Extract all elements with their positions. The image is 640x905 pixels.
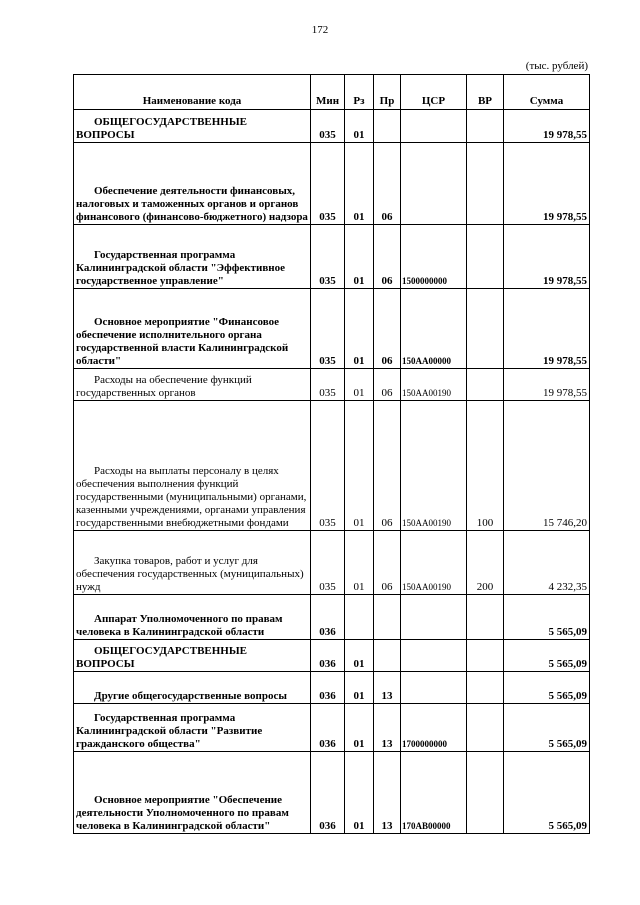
row-name: ОБЩЕГОСУДАРСТВЕННЫЕ ВОПРОСЫ [74, 640, 311, 672]
table-row [74, 531, 590, 595]
row-rz: 01 [345, 289, 374, 369]
table-row [74, 143, 590, 225]
row-sum: 5 565,09 [504, 672, 590, 704]
table-header-row [74, 75, 590, 110]
row-sum: 15 746,20 [504, 401, 590, 531]
row-min: 035 [311, 110, 345, 143]
row-sum: 19 978,55 [504, 225, 590, 289]
table-row [74, 289, 590, 369]
column-header-name: Наименование кода [74, 75, 311, 110]
table-row [74, 110, 590, 143]
row-csr [401, 672, 467, 704]
row-csr: 170АВ00000 [401, 752, 467, 834]
row-name: Другие общегосударственные вопросы [74, 672, 311, 704]
row-min: 035 [311, 289, 345, 369]
row-min: 036 [311, 640, 345, 672]
row-min: 035 [311, 143, 345, 225]
row-name: Основное мероприятие "Обеспечение деятельности Уполномоченного по правам человека в Калининградской области" [74, 752, 311, 834]
row-min: 035 [311, 369, 345, 401]
row-sum: 19 978,55 [504, 289, 590, 369]
table-row [74, 704, 590, 752]
row-vr [467, 289, 504, 369]
row-sum: 5 565,09 [504, 640, 590, 672]
column-header-vr: ВР [467, 75, 504, 110]
row-min: 035 [311, 225, 345, 289]
table-row [74, 672, 590, 704]
row-name: Государственная программа Калининградской области "Развитие гражданского общества" [74, 704, 311, 752]
row-rz: 01 [345, 110, 374, 143]
row-rz: 01 [345, 143, 374, 225]
row-vr [467, 595, 504, 640]
row-vr [467, 640, 504, 672]
table-row [74, 595, 590, 640]
row-pr: 06 [374, 143, 401, 225]
column-header-csr: ЦСР [401, 75, 467, 110]
row-rz: 01 [345, 369, 374, 401]
row-name: Обеспечение деятельности финансовых, налоговых и таможенных органов и органов финансового (финансово-бюджетного) надзора [74, 143, 311, 225]
row-pr [374, 640, 401, 672]
row-sum: 4 232,35 [504, 531, 590, 595]
row-vr [467, 143, 504, 225]
row-name: Государственная программа Калининградской области "Эффективное государственное управление" [74, 225, 311, 289]
row-rz: 01 [345, 752, 374, 834]
row-name: ОБЩЕГОСУДАРСТВЕННЫЕ ВОПРОСЫ [74, 110, 311, 143]
row-csr: 150АА00190 [401, 401, 467, 531]
column-header-sum: Сумма [504, 75, 590, 110]
row-rz: 01 [345, 401, 374, 531]
row-vr [467, 704, 504, 752]
row-pr: 13 [374, 752, 401, 834]
row-rz: 01 [345, 225, 374, 289]
row-csr: 1500000000 [401, 225, 467, 289]
row-min: 035 [311, 401, 345, 531]
row-sum: 19 978,55 [504, 110, 590, 143]
row-pr: 13 [374, 704, 401, 752]
row-csr [401, 110, 467, 143]
row-vr: 200 [467, 531, 504, 595]
row-vr [467, 110, 504, 143]
row-pr: 06 [374, 369, 401, 401]
row-pr: 06 [374, 401, 401, 531]
row-pr: 06 [374, 289, 401, 369]
row-rz: 01 [345, 640, 374, 672]
row-rz: 01 [345, 531, 374, 595]
row-min: 035 [311, 531, 345, 595]
page-number: 172 [311, 24, 329, 36]
row-csr: 150АА00000 [401, 289, 467, 369]
row-pr: 06 [374, 531, 401, 595]
row-csr [401, 595, 467, 640]
row-min: 036 [311, 752, 345, 834]
column-header-min: Мин [311, 75, 345, 110]
row-min: 036 [311, 672, 345, 704]
table-row [74, 752, 590, 834]
row-sum: 5 565,09 [504, 595, 590, 640]
row-csr: 150АА00190 [401, 369, 467, 401]
row-pr [374, 110, 401, 143]
row-vr [467, 225, 504, 289]
row-name: Закупка товаров, работ и услуг для обеспечения государственных (муниципальных) нужд [74, 531, 311, 595]
row-sum: 19 978,55 [504, 369, 590, 401]
row-rz [345, 595, 374, 640]
row-rz: 01 [345, 672, 374, 704]
row-name: Основное мероприятие "Финансовое обеспечение исполнительного органа государственной власти Калининградской области" [74, 289, 311, 369]
row-pr: 13 [374, 672, 401, 704]
table-row [74, 369, 590, 401]
row-vr [467, 369, 504, 401]
budget-table [73, 74, 590, 834]
row-sum: 19 978,55 [504, 143, 590, 225]
row-csr [401, 143, 467, 225]
row-vr [467, 752, 504, 834]
row-sum: 5 565,09 [504, 752, 590, 834]
column-header-pr: Пр [374, 75, 401, 110]
table-row [74, 401, 590, 531]
row-min: 036 [311, 595, 345, 640]
row-name: Расходы на обеспечение функций государственных органов [74, 369, 311, 401]
table-row [74, 225, 590, 289]
row-sum: 5 565,09 [504, 704, 590, 752]
row-name: Расходы на выплаты персоналу в целях обеспечения выполнения функций государственными (муниципальными) органами, казенными учреждениями, органами управления государственными внебюджетными фондами [74, 401, 311, 531]
row-pr [374, 595, 401, 640]
row-name: Аппарат Уполномоченного по правам человека в Калининградской области [74, 595, 311, 640]
row-csr [401, 640, 467, 672]
row-csr: 1700000000 [401, 704, 467, 752]
row-vr [467, 672, 504, 704]
table-row [74, 640, 590, 672]
column-header-rz: Рз [345, 75, 374, 110]
row-csr: 150АА00190 [401, 531, 467, 595]
row-min: 036 [311, 704, 345, 752]
row-pr: 06 [374, 225, 401, 289]
unit-note: (тыс. рублей) [525, 60, 588, 72]
row-rz: 01 [345, 704, 374, 752]
row-vr: 100 [467, 401, 504, 531]
